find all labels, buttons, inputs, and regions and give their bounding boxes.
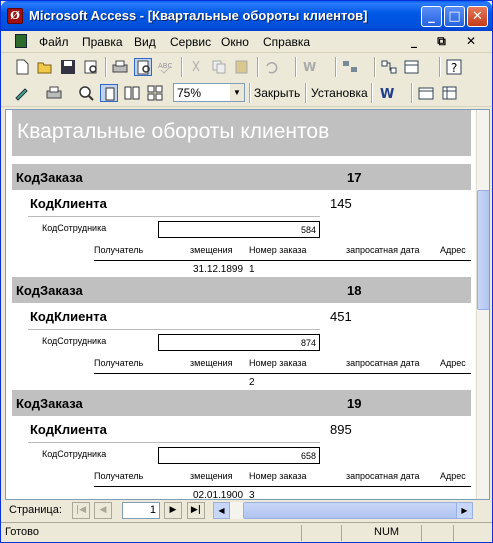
column-header: Номер заказа [249, 358, 307, 368]
column-divider [94, 373, 471, 374]
horizontal-scrollbar[interactable] [213, 502, 473, 519]
spelling-icon[interactable] [157, 58, 175, 76]
title-bar[interactable] [1, 1, 492, 31]
customer-id: 895 [330, 422, 352, 437]
new-object-icon[interactable] [403, 58, 421, 76]
customer-label: КодКлиента [30, 309, 107, 324]
view-design-icon[interactable] [13, 84, 31, 102]
menu-help[interactable]: Справка [263, 35, 311, 49]
column-header: тная дата [379, 245, 420, 255]
print-preview-icon[interactable] [134, 58, 152, 76]
column-header: Адрес [440, 471, 466, 481]
column-header: Номер заказа [249, 245, 307, 255]
office-links-icon[interactable] [379, 84, 397, 102]
order-id: 18 [347, 283, 362, 298]
maximize-button[interactable]: □ [444, 6, 465, 27]
column-header: змещения [190, 471, 233, 481]
order-id: 17 [347, 170, 362, 185]
svg-text:?: ? [451, 61, 458, 75]
column-header: Адрес [440, 358, 466, 368]
column-divider [94, 486, 471, 487]
report-header-band [12, 110, 471, 156]
page-navigation-bar [1, 500, 492, 522]
order-number: 1 [249, 264, 255, 275]
copy-icon[interactable] [210, 58, 228, 76]
multiple-pages-icon[interactable] [146, 84, 164, 102]
column-header: Номер заказа [249, 471, 307, 481]
close-preview-button[interactable]: Закрыть [254, 86, 301, 100]
page-number-input[interactable]: 1 [122, 502, 160, 519]
column-header: запроса [346, 245, 380, 255]
order-id: 19 [347, 396, 362, 411]
status-text: Готово [5, 526, 39, 538]
database-window-icon[interactable] [417, 84, 435, 102]
page-setup-button[interactable]: Установка [311, 86, 368, 100]
order-label: КодЗаказа [16, 170, 83, 185]
order-number: 3 [249, 490, 255, 500]
menu-window[interactable]: Окно [221, 35, 249, 49]
help-icon[interactable] [445, 58, 463, 76]
one-page-icon[interactable] [100, 84, 118, 102]
zoom-icon[interactable] [77, 84, 95, 102]
relationships-icon[interactable] [380, 58, 398, 76]
employee-id: 874 [158, 334, 320, 351]
menu-view[interactable]: Вид [134, 35, 156, 49]
access-key-icon[interactable]: Ø [7, 8, 23, 24]
customer-label: КодКлиента [30, 196, 107, 211]
close-button[interactable]: ✕ [467, 6, 488, 27]
new-object-icon[interactable] [441, 84, 459, 102]
print-icon[interactable] [111, 58, 129, 76]
print-icon[interactable] [45, 84, 63, 102]
menu-file[interactable]: Файл [39, 35, 69, 49]
svg-text:W: W [380, 87, 395, 102]
new-icon[interactable] [13, 58, 31, 76]
two-pages-icon[interactable] [123, 84, 141, 102]
minimize-button[interactable]: _ [421, 6, 442, 27]
column-header: Получатель [94, 245, 144, 255]
order-label: КодЗаказа [16, 283, 83, 298]
undo-icon[interactable] [263, 58, 281, 76]
report-preview-area[interactable] [5, 109, 490, 500]
zoom-dropdown[interactable] [173, 83, 245, 102]
order-group [12, 164, 471, 279]
window-title: Microsoft Access - [Квартальные обороты клиентов] [29, 8, 368, 23]
search-icon[interactable] [82, 58, 100, 76]
employee-label: КодСотрудника [42, 449, 107, 459]
print-preview-toolbar [1, 80, 492, 107]
report-page [6, 110, 471, 500]
office-links-icon[interactable] [301, 58, 319, 76]
column-divider [94, 260, 471, 261]
column-header: Адрес [440, 245, 466, 255]
svg-text:ABC: ABC [158, 62, 173, 70]
employee-id: 658 [158, 447, 320, 464]
column-header: запроса [346, 358, 380, 368]
vertical-scrollbar-thumb[interactable] [477, 190, 490, 310]
scroll-right-icon[interactable]: ▶ [456, 502, 473, 519]
column-header: змещения [190, 358, 233, 368]
customer-id: 145 [330, 196, 352, 211]
menu-bar [1, 31, 492, 53]
last-page-icon[interactable]: ▶| [187, 502, 205, 519]
column-header: запроса [346, 471, 380, 481]
next-page-icon[interactable]: ▶ [164, 502, 182, 519]
menu-edit[interactable]: Правка [82, 35, 123, 49]
chevron-down-icon[interactable]: ▼ [230, 84, 244, 101]
report-title: Квартальные обороты клиентов [17, 120, 330, 143]
document-window-controls[interactable]: _ ⧉ ✕ [411, 34, 484, 48]
group-header-band [12, 390, 471, 416]
previous-page-icon[interactable]: ◀ [94, 502, 112, 519]
employee-row [28, 329, 320, 353]
save-icon[interactable] [59, 58, 77, 76]
analyze-icon[interactable] [341, 58, 359, 76]
order-label: КодЗаказа [16, 396, 83, 411]
scroll-left-icon[interactable]: ◀ [213, 502, 230, 519]
customer-id: 451 [330, 309, 352, 324]
employee-row [28, 216, 320, 240]
order-group [12, 390, 471, 500]
menu-tools[interactable]: Сервис [170, 35, 212, 49]
employee-label: КодСотрудника [42, 336, 107, 346]
status-bar [1, 522, 492, 542]
employee-id: 584 [158, 221, 320, 238]
column-header: тная дата [379, 358, 420, 368]
column-header: Получатель [94, 471, 144, 481]
report-document-icon[interactable] [15, 34, 27, 48]
group-header-band [12, 164, 471, 190]
order-number: 2 [249, 377, 255, 388]
order-group [12, 277, 471, 392]
vertical-scrollbar[interactable] [476, 110, 490, 499]
order-date: 31.12.1899 [193, 264, 244, 275]
employee-row [28, 442, 320, 466]
first-page-icon[interactable]: |◀ [72, 502, 90, 519]
zoom-value: 75% [177, 86, 202, 100]
paste-icon[interactable] [233, 58, 251, 76]
num-lock-indicator: NUM [374, 526, 400, 538]
column-header: змещения [190, 245, 233, 255]
column-header: тная дата [379, 471, 420, 481]
order-date: 02.01.1900 [193, 490, 244, 500]
standard-toolbar [1, 54, 492, 81]
cut-icon[interactable] [187, 58, 205, 76]
svg-text:W: W [303, 60, 317, 74]
page-label: Страница: [9, 504, 62, 516]
horizontal-scrollbar-thumb[interactable] [243, 502, 457, 519]
customer-label: КодКлиента [30, 422, 107, 437]
group-header-band [12, 277, 471, 303]
open-icon[interactable] [36, 58, 54, 76]
column-header: Получатель [94, 358, 144, 368]
employee-label: КодСотрудника [42, 223, 107, 233]
